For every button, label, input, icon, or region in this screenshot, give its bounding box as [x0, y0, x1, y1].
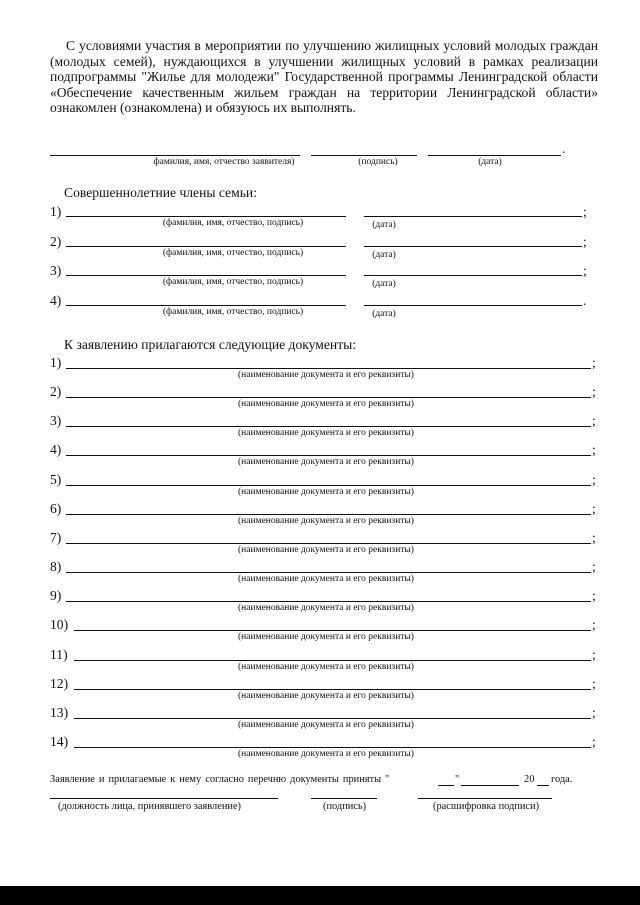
document-number: 12) — [50, 676, 69, 691]
document-number: 1) — [50, 355, 62, 370]
family-member-caption: (фамилия, имя, отчество, подпись) — [162, 306, 304, 317]
document-end-mark: ; — [592, 442, 596, 457]
document-number: 6) — [50, 501, 62, 516]
acceptor-decoding-line[interactable] — [418, 798, 552, 799]
family-member-name-line[interactable] — [66, 275, 346, 276]
family-member-date-caption: (дата) — [372, 249, 396, 260]
family-member-caption: (фамилия, имя, отчество, подпись) — [162, 277, 304, 287]
document-number: 9) — [50, 588, 62, 603]
applicant-date-line[interactable] — [428, 155, 561, 156]
document-end-mark: ; — [592, 355, 596, 370]
applicant-date-caption: (дата) — [478, 157, 502, 167]
document-end-mark: ; — [592, 384, 596, 399]
document-end-mark: ; — [592, 705, 596, 720]
family-member-number: 2) — [50, 233, 62, 249]
family-member-date-line[interactable] — [364, 275, 582, 276]
family-heading: Совершеннолетние члены семьи: — [64, 185, 257, 200]
document-caption: (наименование документа и его реквизиты) — [238, 516, 414, 526]
acceptor-position-caption: (должность лица, принявшего заявление) — [58, 801, 242, 812]
acceptance-year-prefix: 20 — [524, 774, 535, 785]
document-caption: (наименование документа и его реквизиты) — [238, 428, 414, 438]
document-name-line[interactable] — [66, 601, 591, 602]
family-member-name-line[interactable] — [66, 246, 346, 247]
documents-heading: К заявлению прилагаются следующие документы: — [64, 337, 357, 352]
family-member-end-mark: ; — [583, 263, 587, 278]
document-end-mark: ; — [592, 501, 596, 516]
document-end-mark: ; — [592, 559, 596, 574]
family-member-number: 1) — [50, 204, 62, 219]
document-caption: (наименование документа и его реквизиты) — [238, 662, 414, 672]
document-caption: (наименование документа и его реквизиты) — [238, 574, 414, 584]
acceptance-year-line[interactable] — [537, 785, 549, 786]
document-number: 13) — [50, 705, 69, 720]
document-caption: (наименование документа и его реквизиты) — [238, 691, 414, 701]
document-caption: (наименование документа и его реквизиты) — [238, 632, 414, 642]
document-number: 4) — [50, 442, 62, 457]
document-name-line[interactable] — [66, 572, 591, 573]
applicant-name-line[interactable] — [50, 155, 300, 156]
document-number: 3) — [50, 413, 62, 428]
document-caption: (наименование документа и его реквизиты) — [238, 545, 414, 555]
family-member-number: 4) — [50, 292, 62, 308]
applicant-signature-caption: (подпись) — [358, 157, 398, 167]
document-name-line[interactable] — [74, 660, 591, 661]
document-number: 8) — [50, 559, 62, 574]
document-name-line[interactable] — [74, 747, 591, 748]
document-end-mark: ; — [592, 472, 596, 487]
document-caption: (наименование документа и его реквизиты) — [238, 720, 414, 730]
consent-paragraph: С условиями участия в мероприятии по улучшению жилищных условий молодых граждан (молодых семей), нуждающихся в улучшении жилищных условий в рамках реализации подпрограммы "Жилье для молодежи" Государственной программы Ленинградской области «Обеспечение качественным жильем граждан на территории Ленинградской области» ознакомлен (ознакомлена) и обязуюсь их выполнять. — [50, 38, 598, 116]
document-number: 2) — [50, 384, 62, 399]
document-number: 10) — [50, 617, 69, 632]
family-member-date-line[interactable] — [364, 246, 582, 247]
acceptance-day-line[interactable] — [438, 785, 454, 786]
document-end-mark: ; — [592, 530, 596, 545]
family-member-caption: (фамилия, имя, отчество, подпись) — [162, 247, 304, 258]
document-end-mark: ; — [592, 647, 596, 662]
document-caption: (наименование документа и его реквизиты) — [238, 457, 414, 467]
document-name-line[interactable] — [66, 514, 591, 515]
family-member-name-line[interactable] — [66, 216, 346, 217]
family-member-caption: (фамилия, имя, отчество, подпись) — [162, 218, 304, 228]
acceptor-position-line[interactable] — [50, 798, 278, 799]
document-name-line[interactable] — [66, 368, 591, 369]
document-name-line[interactable] — [66, 397, 591, 398]
document-end-mark: ; — [592, 588, 596, 603]
scan-bottom-bar — [0, 886, 640, 905]
document-number: 7) — [50, 530, 62, 545]
applicant-end-mark: . — [562, 141, 566, 156]
acceptor-signature-line[interactable] — [311, 798, 377, 799]
family-member-number: 3) — [50, 263, 62, 278]
document-end-mark: ; — [592, 734, 596, 749]
document-name-line[interactable] — [66, 543, 591, 544]
applicant-signature-line[interactable] — [311, 155, 417, 156]
document-number: 11) — [50, 647, 68, 662]
document-number: 14) — [50, 734, 69, 749]
document-name-line[interactable] — [66, 485, 591, 486]
family-member-date-caption: (дата) — [372, 220, 396, 230]
family-member-end-mark: . — [583, 292, 587, 308]
applicant-name-caption: фамилия, имя, отчество заявителя) — [153, 157, 295, 167]
document-caption: (наименование документа и его реквизиты) — [238, 487, 414, 497]
family-member-end-mark: ; — [583, 204, 587, 219]
acceptor-decoding-caption: (расшифровка подписи) — [433, 801, 540, 812]
acceptance-year-suffix: года. — [551, 774, 573, 785]
document-name-line[interactable] — [66, 426, 591, 427]
document-name-line[interactable] — [66, 455, 591, 456]
family-member-date-caption: (дата) — [372, 308, 396, 319]
document-name-line[interactable] — [74, 718, 591, 719]
acceptance-text: Заявление и прилагаемые к нему согласно перечню документы приняты " — [50, 774, 390, 785]
document-caption: (наименование документа и его реквизиты) — [238, 603, 414, 613]
acceptance-month-line[interactable] — [461, 785, 519, 786]
family-member-date-line[interactable] — [364, 216, 582, 217]
document-end-mark: ; — [592, 617, 596, 632]
document-caption: (наименование документа и его реквизиты) — [238, 749, 414, 759]
family-member-date-caption: (дата) — [372, 279, 396, 289]
document-end-mark: ; — [592, 413, 596, 428]
acceptor-signature-caption: (подпись) — [323, 801, 367, 812]
family-member-name-line[interactable] — [66, 305, 346, 306]
family-member-date-line[interactable] — [364, 305, 582, 306]
acceptance-quote-close: " — [455, 774, 460, 785]
document-caption: (наименование документа и его реквизиты) — [238, 399, 414, 409]
document-caption: (наименование документа и его реквизиты) — [238, 370, 414, 380]
family-member-end-mark: ; — [583, 233, 587, 249]
document-name-line[interactable] — [74, 630, 591, 631]
document-name-line[interactable] — [74, 689, 591, 690]
document-end-mark: ; — [592, 676, 596, 691]
document-number: 5) — [50, 472, 62, 487]
